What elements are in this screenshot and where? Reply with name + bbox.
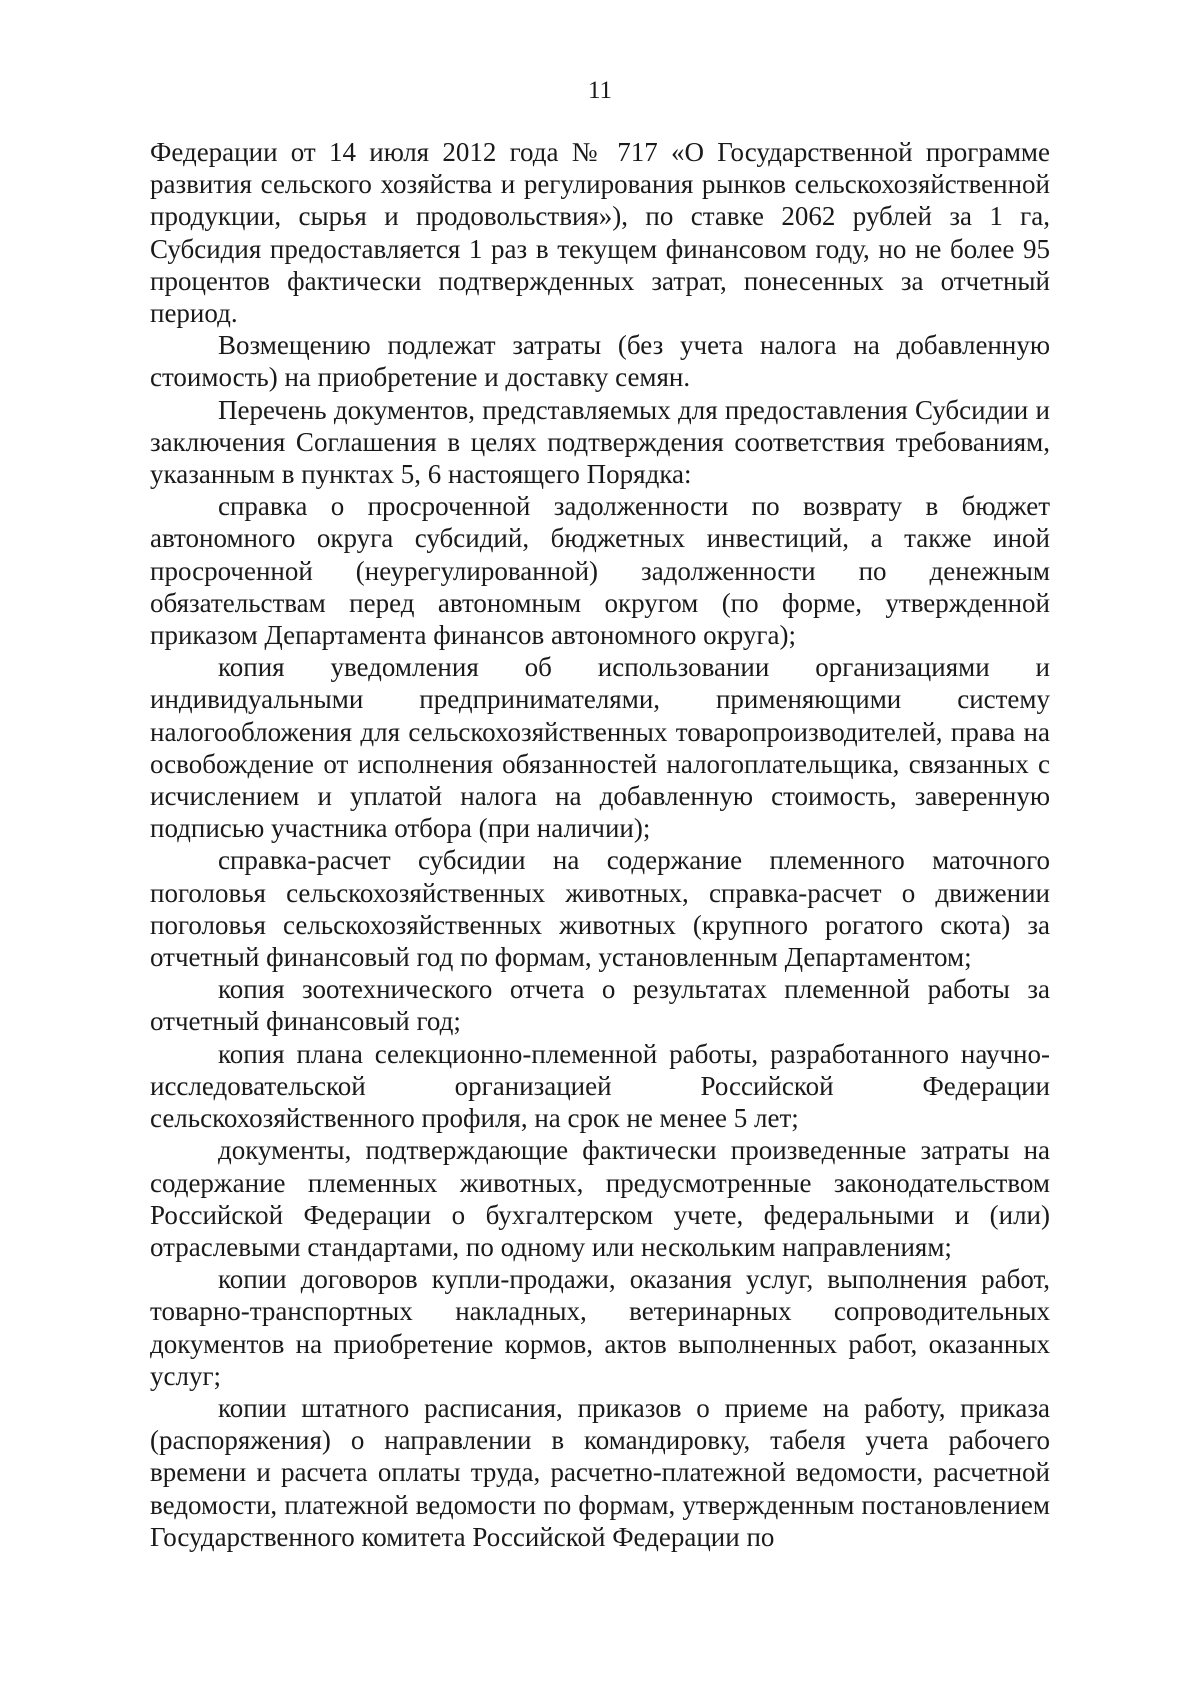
paragraph-document-list-intro: Перечень документов, представляемых для предоставления Субсидии и заключения Соглашения в целях подтверждения соответствия требованиям, указанным в пунктах 5, 6 настоящего Порядка:	[150, 394, 1050, 490]
paragraph-list-item: копия плана селекционно-племенной работы, разработанного научно-исследовательской организацией Российской Федерации сельскохозяйственного профиля, на срок не менее 5 лет;	[150, 1038, 1050, 1134]
paragraph-continuation: Федерации от 14 июля 2012 года № 717 «О Государственной программе развития сельского хозяйства и регулирования рынков сельскохозяйственной продукции, сырья и продовольствия»), по ставке 2062 рублей за 1 га, Субсидия предоставляется 1 раз в текущем финансовом году, но не более 95 процентов фактически подтвержденных затрат, понесенных за отчетный период.	[150, 137, 1050, 329]
body-text	[150, 136, 1050, 1553]
paragraph-list-item: копии договоров купли-продажи, оказания услуг, выполнения работ, товарно-транспортных накладных, ветеринарных сопроводительных документов на приобретение кормов, актов выполненных работ, оказанных услуг;	[150, 1264, 1050, 1391]
paragraph-list-item: копии штатного расписания, приказов о приеме на работу, приказа (распоряжения) о направлении в командировку, табеля учета рабочего времени и расчета оплаты труда, расчетно-платежной ведомости, расчетной ведомости, платежной ведомости по формам, утвержденным постановлением Государственного комитета Российской Федерации по	[150, 1392, 1050, 1552]
paragraph-reimbursement: Возмещению подлежат затраты (без учета налога на добавленную стоимость) на приобретение и доставку семян.	[150, 330, 1050, 393]
paragraph-list-item: справка-расчет субсидии на содержание племенного маточного поголовья сельскохозяйственных животных, справка-расчет о движении поголовья сельскохозяйственных животных (крупного рогатого скота) за отчетный финансовый год по формам, установленным Департаментом;	[150, 845, 1050, 973]
paragraph-list-item: документы, подтверждающие фактически произведенные затраты на содержание племенных животных, предусмотренные законодательством Российской Федерации о бухгалтерском учете, федеральными и (или) отраслевыми стандартами, по одному или нескольким направлениям;	[150, 1135, 1050, 1262]
paragraph-list-item: копия уведомления об использовании организациями и индивидуальными предпринимателями, применяющими систему налогообложения для сельскохозяйственных товаропроизводителей, права на освобождение от исполнения обязанностей налогоплательщика, связанных с исчислением и уплатой налога на добавленную стоимость, заверенную подписью участника отбора (при наличии);	[150, 652, 1050, 844]
paragraph-list-item: копия зоотехнического отчета о результатах племенной работы за отчетный финансовый год;	[150, 974, 1050, 1037]
paragraph-list-item: справка о просроченной задолженности по возврату в бюджет автономного округа субсидий, бюджетных инвестиций, а также иной просроченной (неурегулированной) задолженности по денежным обязательствам перед автономным округом (по форме, утвержденной приказом Департамента финансов автономного округа);	[150, 491, 1050, 651]
page-number: 11	[587, 77, 613, 104]
